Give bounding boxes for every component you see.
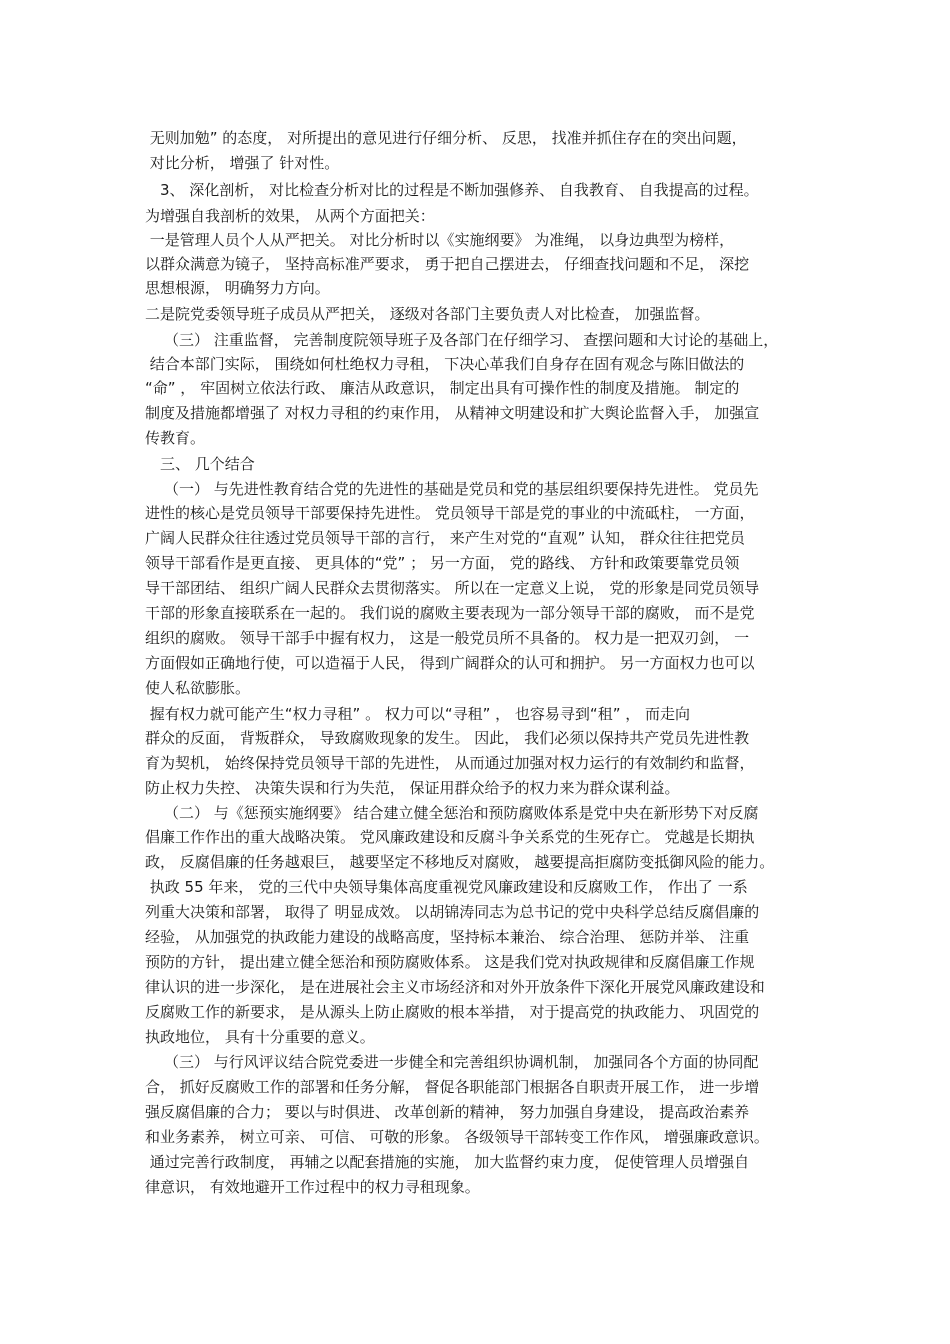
text-line: 育为契机， 始终保持党员领导干部的先进性， 从而通过加强对权力运行的有效制约和监督，: [145, 754, 755, 772]
text-line: 思想根源， 明确努力方向。: [145, 279, 330, 297]
text-line: 进性的核心是党员领导干部要保持先进性。 党员领导干部是党的事业的中流砥柱， 一方面，: [145, 504, 755, 522]
text-line: 律意识， 有效地避开工作过程中的权力寻租现象。: [145, 1178, 480, 1196]
text-line: 制度及措施都增强了 对权力寻租的约束作用， 从精神文明建设和扩大舆论监督入手， 加强宣: [145, 404, 760, 422]
text-line: 二是院党委领导班子成员从严把关， 逐级对各部门主要负责人对比检查， 加强监督。: [145, 305, 710, 323]
text-line: 以群众满意为镜子， 坚持高标准严要求， 勇于把自己摆进去， 仔细查找问题和不足， 深挖: [145, 255, 750, 273]
text-line: 政， 反腐倡廉的任务越艰巨， 越要坚定不移地反对腐败， 越要提高拒腐防变抵御风险的能力。: [145, 853, 775, 871]
text-line: 预防的方针， 提出建立健全惩治和预防腐败体系。 这是我们党对执政规律和反腐倡廉工作规: [145, 953, 755, 971]
text-line: 传教育。: [145, 429, 206, 447]
text-line: 无则加勉” 的态度， 对所提出的意见进行仔细分析、 反思， 找准并抓住存在的突出问题，: [145, 129, 747, 147]
text-line: 结合本部门实际， 围绕如何杜绝权力寻租， 下决心革我们自身存在固有观念与陈旧做法的: [145, 355, 745, 373]
text-line: 经验， 从加强党的执政能力建设的战略高度，坚持标本兼治、 综合治理、 惩防并举、 注重: [145, 928, 750, 946]
text-line: 使人私欲膨胀。: [145, 679, 251, 697]
text-line: 合， 抓好反腐败工作的部署和任务分解， 督促各职能部门根据各自职责开展工作， 进一步增: [145, 1078, 760, 1096]
text-line: 执政 55 年来， 党的三代中央领导集体高度重视党风廉政建设和反腐败工作， 作出了 一系: [145, 878, 748, 896]
text-line: 一是管理人员个人从严把关。 对比分析时以《实施纲要》 为准绳， 以身边典型为榜样，: [145, 231, 735, 249]
text-line: 列重大决策和部署， 取得了 明显成效。 以胡锦涛同志为总书记的党中央科学总结反腐倡廉的: [145, 903, 760, 921]
text-line: 方面假如正确地行使，可以造福于人民， 得到广阔群众的认可和拥护。 另一方面权力也可以: [145, 654, 755, 672]
text-line: 领导干部看作是更直接、 更具体的“党” ； 另一方面， 党的路线、 方针和政策要靠党员领: [145, 554, 740, 572]
text-line: （一） 与先进性教育结合党的先进性的基础是党员和党的基层组织要保持先进性。 党员先: [164, 480, 759, 498]
text-line: 群众的反面， 背叛群众， 导致腐败现象的发生。 因此， 我们必须以保持共产党员先进性教: [145, 729, 750, 747]
text-line: 反腐败工作的新要求， 是从源头上防止腐败的根本举措， 对于提高党的执政能力、 巩固党的: [145, 1003, 760, 1021]
text-line: 为增强自我剖析的效果， 从两个方面把关：: [145, 207, 435, 225]
text-line: （三） 与行风评议结合院党委进一步健全和完善组织协调机制， 加强同各个方面的协同配: [164, 1053, 759, 1071]
text-line: 握有权力就可能产生“权力寻租” 。 权力可以“寻租” ， 也容易寻到“租” ， 而走向: [145, 705, 691, 723]
text-line: 律认识的进一步深化， 是在进展社会主义市场经济和对外开放条件下深化开展党风廉政建设和: [145, 978, 765, 996]
text-line: 广阔人民群众往往透过党员领导干部的言行， 来产生对党的“直观” 认知， 群众往往把党员: [145, 529, 745, 547]
text-line: 执政地位， 具有十分重要的意义。: [145, 1028, 375, 1046]
section-heading: 三、 几个结合: [160, 455, 255, 473]
text-line: （二） 与《惩预实施纲要》 结合建立健全惩治和预防腐败体系是党中央在新形势下对反腐: [164, 804, 759, 822]
text-line: 防止权力失控、 决策失误和行为失范， 保证用群众给予的权力来为群众谋利益。: [145, 779, 680, 797]
text-line: “命” ， 牢固树立依法行政、 廉洁从政意识， 制定出具有可操作性的制度及措施。 制定的: [145, 379, 740, 397]
text-line: 组织的腐败。 领导干部手中握有权力， 这是一般党员所不具备的。 权力是一把双刃剑， 一: [145, 629, 750, 647]
text-line: 对比分析， 增强了 针对性。: [145, 154, 340, 172]
text-line: 干部的形象直接联系在一起的。 我们说的腐败主要表现为一部分领导干部的腐败， 而不是党: [145, 604, 755, 622]
text-line: 强反腐倡廉的合力； 要以与时俱进、 改革创新的精神， 努力加强自身建设， 提高政治素养: [145, 1103, 750, 1121]
text-line: 倡廉工作作出的重大战略决策。 党风廉政建设和反腐斗争关系党的生死存亡。 党越是长期执: [145, 828, 755, 846]
text-line: （三） 注重监督， 完善制度院领导班子及各部门在仔细学习、 查摆问题和大讨论的基础上，: [164, 331, 779, 349]
text-line: 和业务素养， 树立可亲、 可信、 可敬的形象。 各级领导干部转变工作作风， 增强廉政意识。: [145, 1128, 769, 1146]
text-line: 3、 深化剖析， 对比检查分析对比的过程是不断加强修养、 自我教育、 自我提高的过程。: [160, 181, 759, 199]
text-line: 导干部团结、 组织广阔人民群众去贯彻落实。 所以在一定意义上说， 党的形象是同党员领导: [145, 579, 760, 597]
text-line: 通过完善行政制度， 再辅之以配套措施的实施， 加大监督约束力度， 促使管理人员增强自: [145, 1153, 750, 1171]
